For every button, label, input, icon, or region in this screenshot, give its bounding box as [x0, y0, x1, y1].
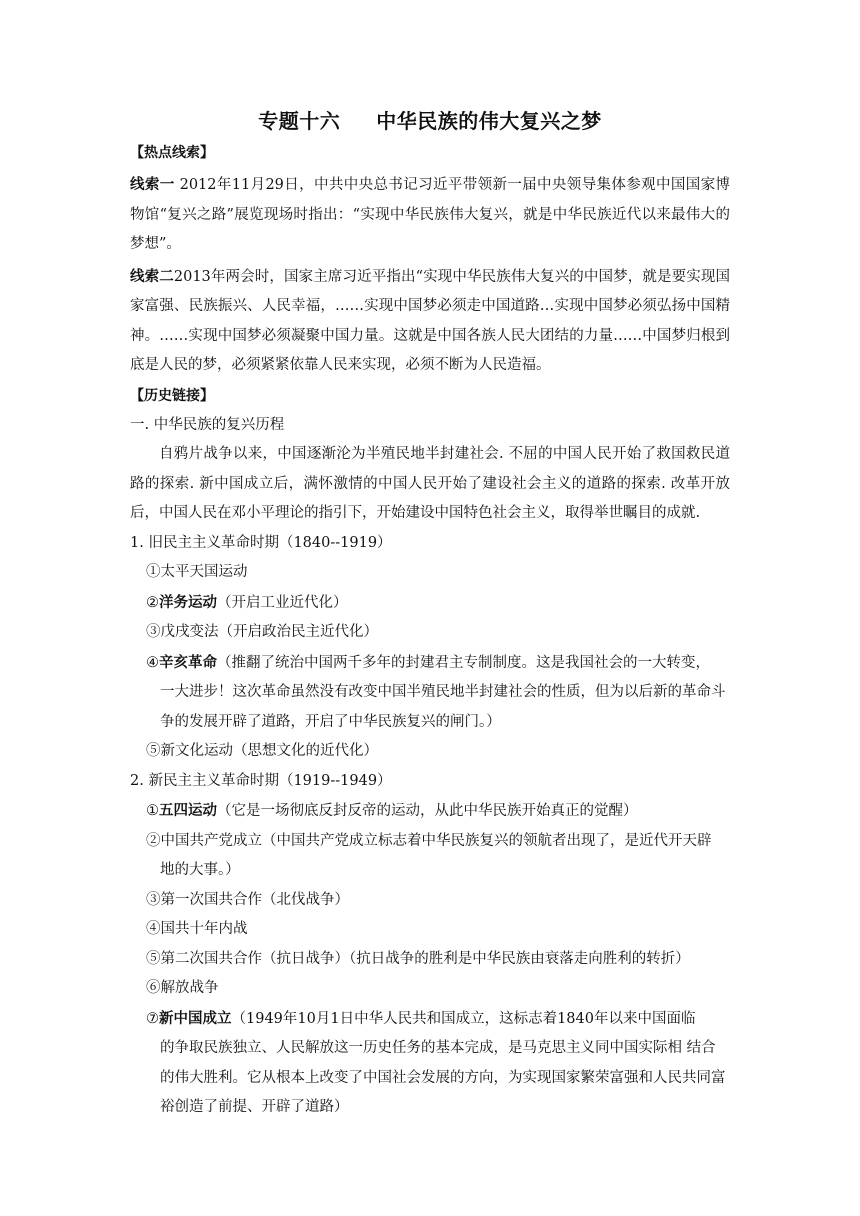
- list-item-continuation: 的争取民族独立、人民解放这一历史任务的基本完成，是马克思主义同中国实际相 结合的伟大胜利。它从根本上改变了中国社会发展的方向，为实现国家繁荣富强和人民共同富裕创造了前提、开辟了道路）: [160, 1040, 726, 1115]
- list-item: ①太平天国运动: [146, 564, 248, 580]
- title-topic-number: 专题十六: [258, 109, 341, 133]
- period-two-title: 2. 新民主主义革命时期（1919--1949）: [130, 772, 392, 789]
- list-item: ⑤新文化运动（思想文化的近代化）: [146, 743, 378, 759]
- clue-one-label: 线索一: [130, 176, 175, 193]
- document-body: [130, 104, 730, 1123]
- period-one-title: 1. 旧民主主义革命时期（1840--1919）: [130, 534, 392, 551]
- list-item: ①五四运动（它是一场彻底反封反帝的运动，从此中华民族开始真正的觉醒）: [146, 802, 638, 819]
- clue-two-label: 线索二: [130, 267, 174, 285]
- list-item: ②中国共产党成立（中国共产党成立标志着中华民族复兴的领航者出现了，是近代开天辟 地的大事。）: [130, 827, 730, 886]
- page-title: [130, 104, 730, 138]
- list-item: ⑤第二次国共合作（抗日战争）（抗日战争的胜利是中华民族由衰落走向胜利的转折）: [146, 950, 690, 967]
- list-item: ⑦新中国成立（1949年10月1日中华人民共和国成立，这标志着1840年以来中国面临 的争取民族独立、人民解放这一历史任务的基本完成，是马克思主义同中国实际相 结合的伟大胜利。它从根本上改变了中国社会发展的方向，为实现国家繁荣富强和人民共同富裕创造了前提、开辟了道路）: [130, 1004, 730, 1123]
- clue-two-text: 2013年两会时，国家主席习近平指出“实现中华民族伟大复兴的中国梦，就是要实现国家富强、民族振兴、人民幸福，……实现中国梦必须走中国道路…实现中国梦必须弘扬中国精神。……实现中国梦必须凝聚中国力量。这就是中国各族人民大团结的力量……中国梦归根到底是人民的梦，必须紧紧依靠人民来实现，必须不断为人民造福。: [130, 268, 731, 373]
- clue-one-text: 2012年11月29日，中共中央总书记习近平带领新一届中央领导集体参观中国国家博物馆“复兴之路”展览现场时指出：“实现中华民族伟大复兴，就是中华民族近代以来最伟大的梦想”。: [130, 177, 731, 252]
- list-item-continuation: 一大进步！这次革命虽然没有改变中国半殖民地半封建社会的性质，但为以后新的革命斗争的发展开辟了道路，开启了中华民族复兴的闸门。）: [160, 684, 726, 730]
- subsection-heading: 一. 中华民族的复兴历程: [130, 416, 285, 433]
- clue-two-paragraph: [130, 262, 730, 381]
- list-item: ③戊戌变法（开启政治民主近代化）: [146, 624, 378, 640]
- list-item: ③第一次国共合作（北伐战争）: [146, 891, 349, 908]
- history-heading: 【历史链接】: [130, 387, 214, 404]
- hotspot-heading: 【热点线索】: [130, 145, 214, 161]
- list-item: ②洋务运动（开启工业近代化）: [146, 593, 348, 611]
- list-item: ④国共十年内战: [146, 921, 248, 937]
- clue-one-paragraph: [130, 170, 730, 260]
- list-item: ⑥解放战争: [146, 980, 219, 996]
- list-item: ④辛亥革命（推翻了统治中国两千多年的封建君主专制制度。这是我国社会的一大转变， 一大进步！这次革命虽然没有改变中国半殖民地半封建社会的性质，但为以后新的革命斗争的发展开辟了道路，开启了中华民族复兴的闸门。）: [130, 648, 730, 738]
- list-item-continuation: 地的大事。）: [160, 862, 240, 878]
- title-topic-name: 中华民族的伟大复兴之梦: [376, 109, 602, 133]
- intro-paragraph: 自鸦片战争以来，中国逐渐沦为半殖民地半封建社会. 不屈的中国人民开始了救国救民道路的探索. 新中国成立后，满怀激情的中国人民开始了建设社会主义的道路的探索. 改革开放后，中国人民在邓小平理论的指引下，开始建设中国特色社会主义，取得举世瞩目的成就.: [130, 446, 730, 521]
